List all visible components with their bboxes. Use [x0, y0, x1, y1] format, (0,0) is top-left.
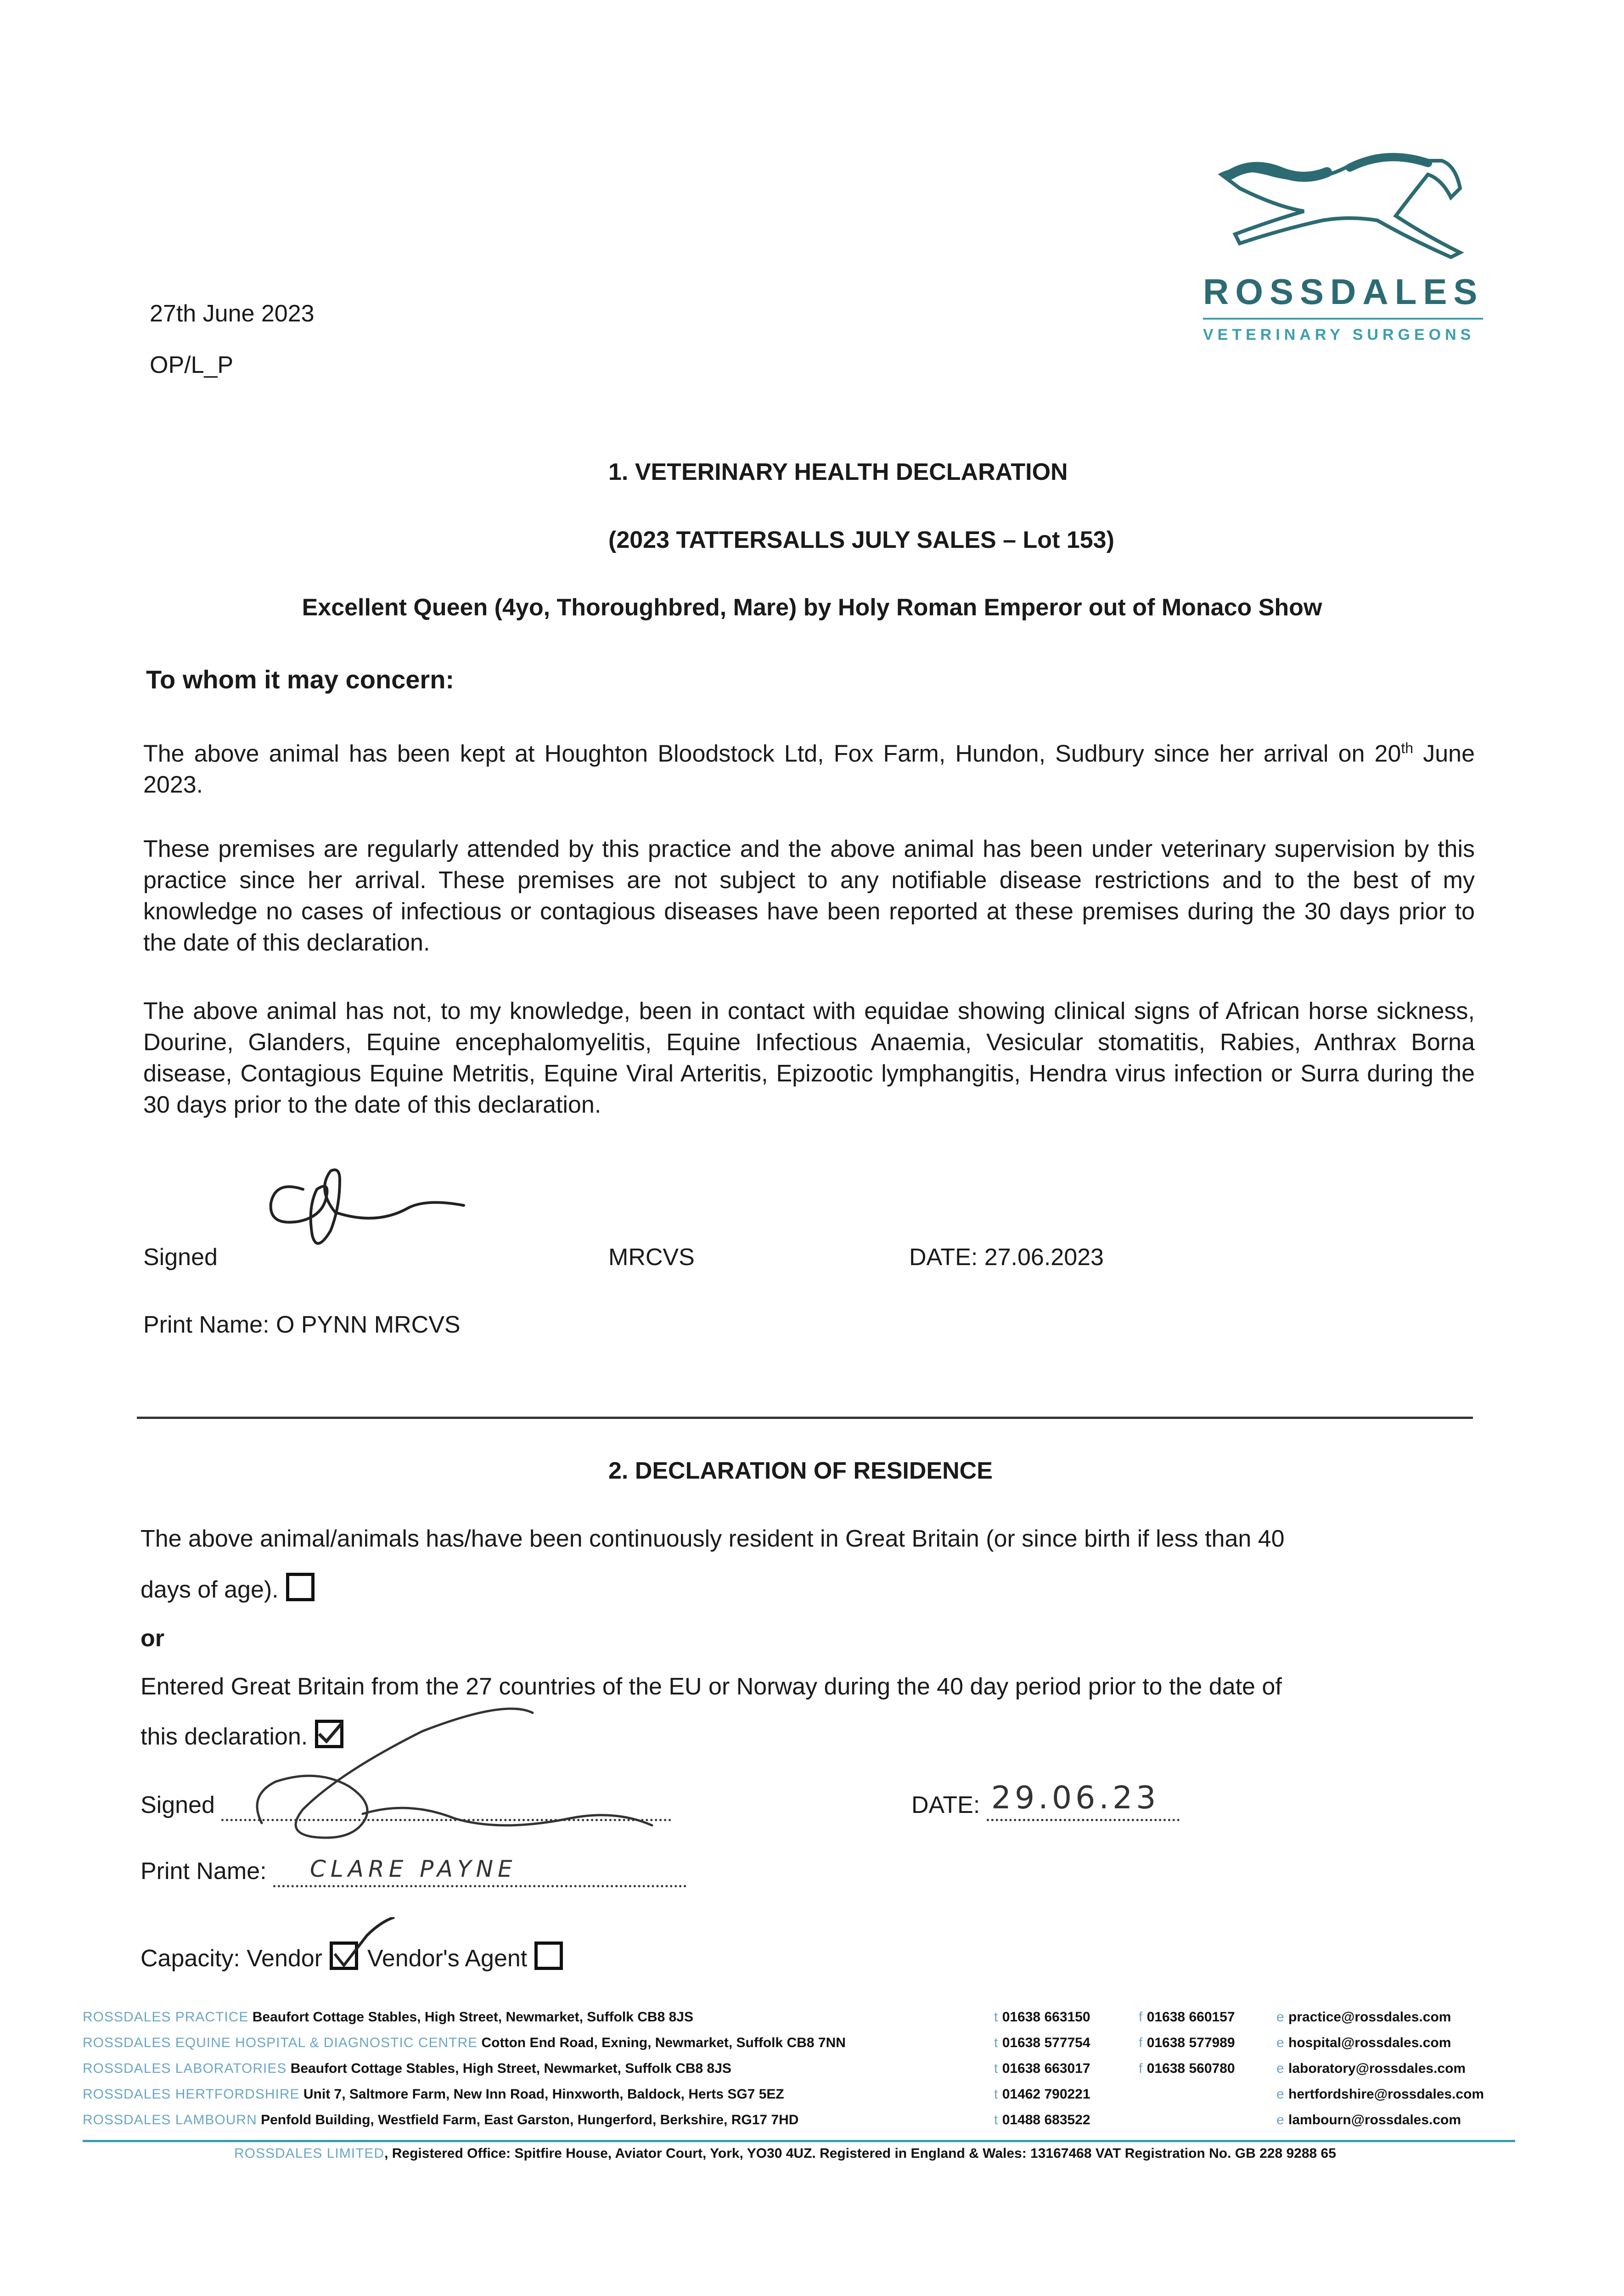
- logo-divider: [1203, 318, 1483, 320]
- residence-option2-line2: this declaration.: [140, 1720, 343, 1753]
- logo-subtitle: VETERINARY SURGEONS: [1203, 326, 1475, 343]
- vendors-agent-checkbox[interactable]: [534, 1941, 563, 1970]
- horse-logo-icon: [1212, 147, 1469, 276]
- resident-checkbox[interactable]: [286, 1573, 315, 1601]
- or-label: or: [140, 1625, 164, 1652]
- paragraph-premises: These premises are regularly attended by this practice and the above animal has been under veterinary supervision by this practice since her arrival. These premises are not subject to any notifiable disease restrictions and to the best of my knowledge no cases of infectious or contagious diseases have been reported at these premises during the 30 days prior to the date of this declaration.: [143, 836, 1475, 956]
- salutation: To whom it may concern:: [146, 665, 455, 694]
- declaration-date-1: DATE: 27.06.2023: [909, 1244, 1104, 1271]
- section-divider: [137, 1417, 1473, 1419]
- document-date: 27th June 2023: [150, 300, 315, 327]
- vet-signature: [262, 1162, 478, 1263]
- footer-row: ROSSDALES HERTFORDSHIRE Unit 7, Saltmore Farm, New Inn Road, Hinxworth, Baldock, Herts SG7 5EZ t 01462 790221 e hertfordshire@rossdales.com: [83, 2087, 1484, 2102]
- registered-office: ROSSDALES LIMITED, Registered Office: Spitfire House, Aviator Court, York, YO30 4UZ. Registered in England & Wales: 13167468 VAT Registration No. GB 228 9288 65: [234, 2146, 1336, 2161]
- footer-row: ROSSDALES PRACTICE Beaufort Cottage Stables, High Street, Newmarket, Suffolk CB8 8JS t 01638 663150 f 01638 660157 e practice@rossdales.com: [83, 2009, 1451, 2025]
- footer-row: ROSSDALES EQUINE HOSPITAL & DIAGNOSTIC CENTRE Cotton End Road, Exning, Newmarket, Suffolk CB8 7NN t 01638 577754 f 01638 577989 e hospital@rossdales.com: [83, 2035, 1451, 2050]
- handwritten-name: CLARE PAYNE: [309, 1855, 517, 1882]
- vendor-checkbox[interactable]: [330, 1941, 358, 1970]
- residence-option1-line1: The above animal/animals has/have been continuously resident in Great Britain (or since birth if less than 40: [140, 1525, 1285, 1552]
- animal-description: Excellent Queen (4yo, Thoroughbred, Mare) by Holy Roman Emperor out of Monaco Show: [302, 594, 1322, 621]
- paragraph-arrival: The above animal has been kept at Houghton Bloodstock Ltd, Fox Farm, Hundon, Sudbury since her arrival on 20th June 2023.: [143, 740, 1475, 799]
- paragraph-contact: The above animal has not, to my knowledge, been in contact with equidae showing clinical signs of African horse sickness, Dourine, Glanders, Equine encephalomyelitis, Equine Infectious Anaemia, Vesicular stomatitis, Rabies, Anthrax Borna disease, Contagious Equine Metritis, Equine Viral Arteritis, Epizootic lymphangitis, Hendra virus infection or Surra during the 30 days prior to the date of this declaration.: [143, 998, 1475, 1118]
- footer-row: ROSSDALES LABORATORIES Beaufort Cottage Stables, High Street, Newmarket, Suffolk CB8 8JS t 01638 663017 f 01638 560780 e laboratory@rossdales.com: [83, 2061, 1466, 2076]
- reference-code: OP/L_P: [150, 352, 234, 378]
- vendor-print-name: Print Name: CLARE PAYNE: [140, 1856, 686, 1887]
- footer-address-block: [83, 2004, 1552, 2133]
- check-mark-icon: [330, 1917, 399, 1968]
- signed-label-2: Signed: [140, 1790, 671, 1821]
- section1-subheading: (2023 TATTERSALLS JULY SALES – Lot 153): [608, 527, 1114, 553]
- residence-option1-line2: days of age).: [140, 1573, 315, 1606]
- vendor-signature: [248, 1704, 661, 1851]
- vet-print-name: Print Name: O PYNN MRCVS: [143, 1311, 461, 1338]
- section2-heading: 2. DECLARATION OF RESIDENCE: [608, 1458, 993, 1484]
- declaration-date-2: DATE: 29.06.23: [911, 1790, 1180, 1821]
- handwritten-date: 29.06.23: [991, 1780, 1160, 1817]
- signed-label-1: Signed: [143, 1244, 218, 1271]
- mrcvs-label: MRCVS: [608, 1244, 695, 1271]
- residence-option2-line1: Entered Great Britain from the 27 countries of the EU or Norway during the 40 day period prior to the date of: [140, 1673, 1282, 1700]
- footer-row: ROSSDALES LAMBOURN Penfold Building, Westfield Farm, East Garston, Hungerford, Berkshire, RG17 7HD t 01488 683522 e lambourn@rossdales.com: [83, 2112, 1461, 2127]
- logo-name: ROSSDALES: [1203, 271, 1484, 312]
- company-logo: [1194, 147, 1492, 354]
- section1-heading: 1. VETERINARY HEALTH DECLARATION: [608, 459, 1068, 485]
- capacity-row: Capacity: Vendor Vendor's Agent: [140, 1941, 563, 1975]
